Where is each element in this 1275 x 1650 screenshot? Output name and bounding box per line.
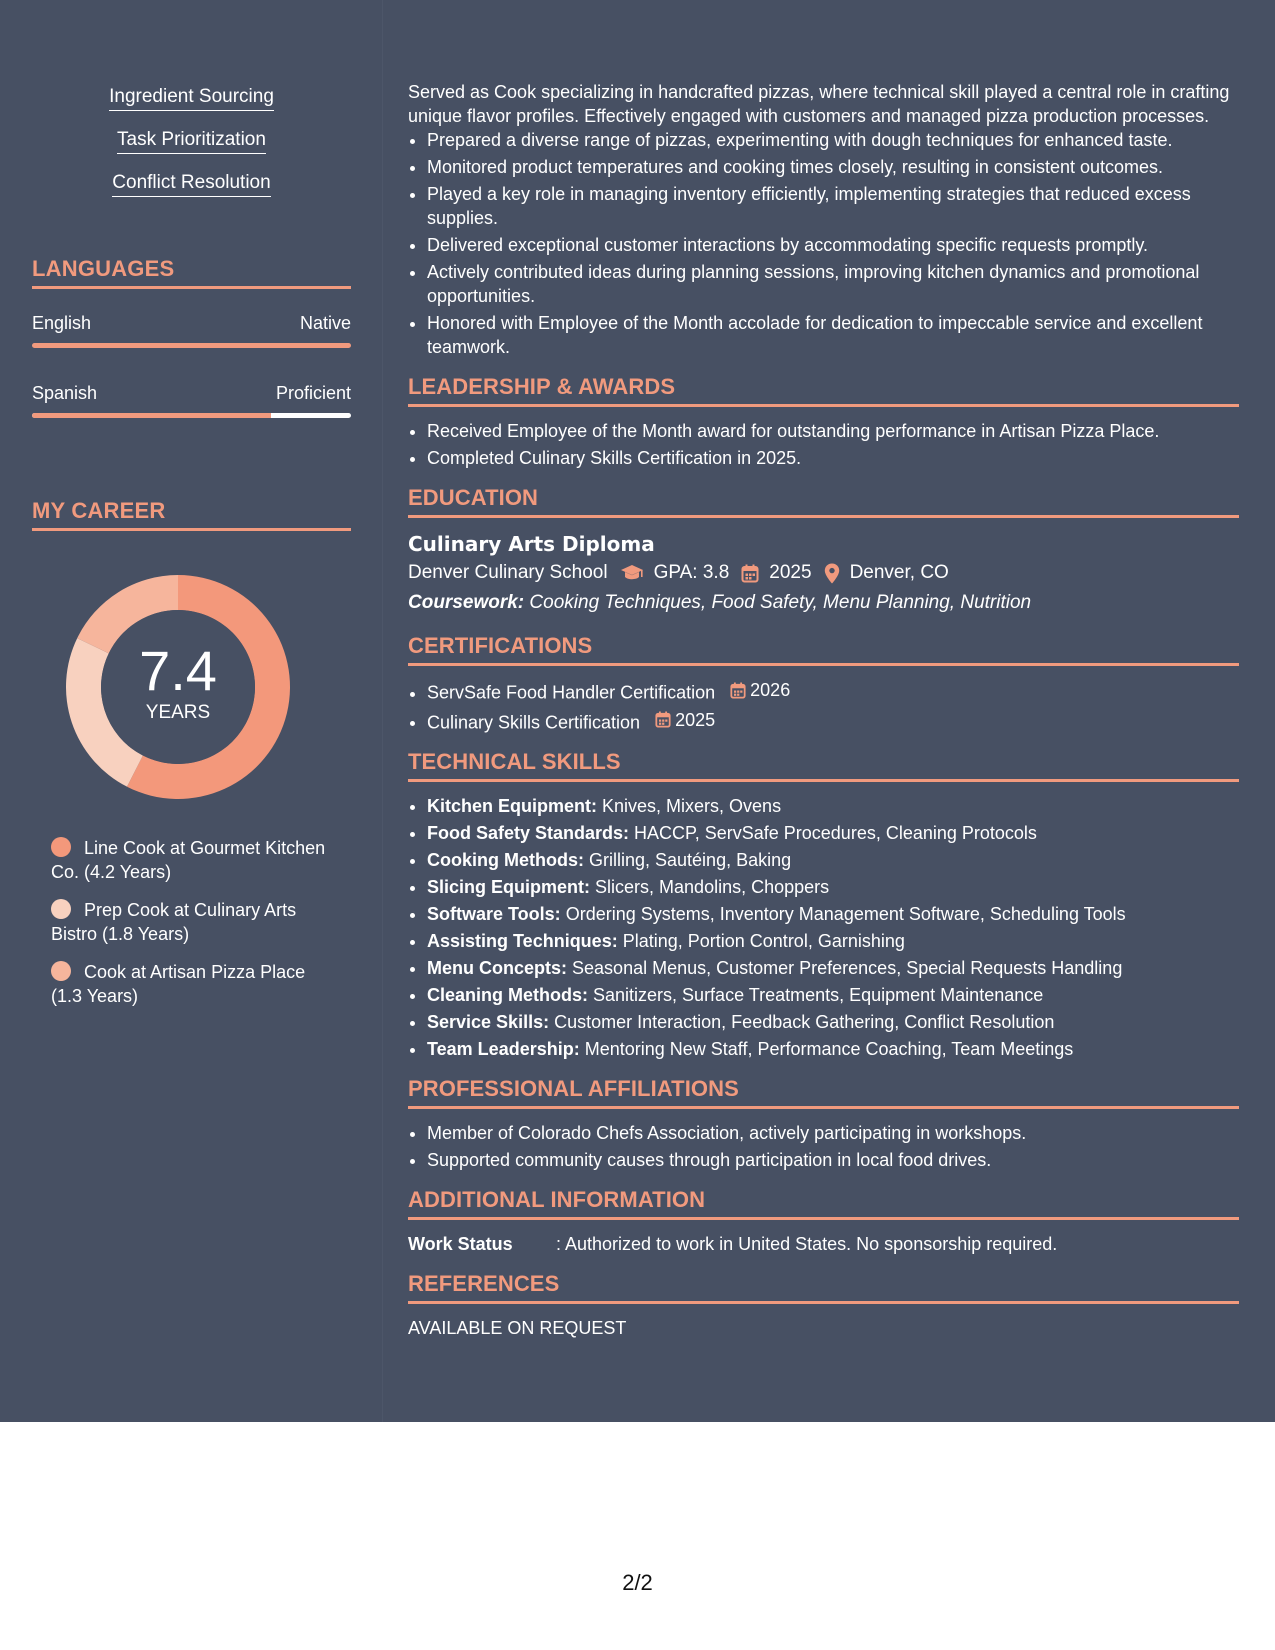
skill-values: Ordering Systems, Inventory Management Software, Scheduling Tools (565, 904, 1126, 924)
main-column (408, 80, 1239, 1340)
experience-summary: Served as Cook specializing in handcrafted pizzas, where technical skill played a central role in crafting unique flavor profiles. Effectively engaged with customers and managed pizza production processes. (408, 82, 1230, 126)
certification-year: 2025 (675, 709, 716, 730)
technical-skill-item (427, 848, 1239, 872)
skill-values: Slicers, Mandolins, Choppers (595, 877, 830, 897)
language-row (32, 313, 351, 334)
skill-category: Slicing Equipment: (427, 877, 591, 897)
skill-category: Software Tools: (427, 904, 561, 924)
skill-item: Task Prioritization (117, 129, 266, 154)
skill-category: Food Safety Standards: (427, 823, 630, 843)
legend-dot-icon (51, 961, 71, 981)
calendar-icon (730, 682, 746, 699)
language-bar-fill (32, 343, 351, 348)
leadership-item: • Received Employee of the Month award for outstanding performance in Artisan Pizza Place. (427, 419, 1239, 443)
skill-values: HACCP, ServSafe Procedures, Cleaning Protocols (634, 823, 1037, 843)
career-total-unit: YEARS (145, 702, 211, 723)
career-donut-chart (66, 575, 290, 799)
career-legend-item (51, 898, 341, 946)
language-bar (32, 413, 351, 418)
education-gpa: GPA: 3.8 (653, 562, 730, 583)
language-level: Native (299, 313, 351, 333)
skill-item: Conflict Resolution (112, 172, 270, 197)
leadership-heading: LEADERSHIP & AWARDS (408, 374, 1239, 407)
skill-list (32, 86, 351, 215)
experience-bullet: • Monitored product temperatures and cooking times closely, resulting in consistent outcomes. (427, 155, 1239, 179)
technical-skill-item (427, 1037, 1239, 1061)
technical-skill-item (427, 875, 1239, 899)
career-legend-item (51, 836, 341, 884)
certification-item (427, 678, 1239, 705)
certification-date (655, 708, 715, 732)
skill-values: Plating, Portion Control, Garnishing (622, 931, 905, 951)
skill-category: Menu Concepts: (427, 958, 568, 978)
map-pin-icon (824, 563, 840, 584)
certifications-heading: CERTIFICATIONS (408, 633, 1239, 666)
skill-values: Seasonal Menus, Customer Preferences, Special Requests Handling (572, 958, 1123, 978)
education-location: Denver, CO (849, 562, 949, 583)
additional-info-heading: ADDITIONAL INFORMATION (408, 1187, 1239, 1220)
technical-skill-item (427, 794, 1239, 818)
legend-dot-icon (51, 899, 71, 919)
technical-skill-item (427, 1010, 1239, 1034)
education-year: 2025 (769, 562, 812, 583)
career-legend-label: Cook at Artisan Pizza Place (1.3 Years) (51, 962, 306, 1006)
certification-date (730, 678, 790, 702)
affiliation-item: • Supported community causes through participation in local food drives. (427, 1148, 1239, 1172)
languages-heading: LANGUAGES (32, 256, 351, 289)
career-legend (51, 836, 341, 1022)
calendar-icon (655, 711, 671, 728)
references-text: AVAILABLE ON REQUEST (408, 1318, 627, 1338)
education-degree: Culinary Arts Diploma (408, 532, 655, 556)
certification-item (427, 708, 1239, 735)
skill-item: Ingredient Sourcing (109, 86, 274, 111)
career-total-years: 7.4 (139, 639, 217, 702)
work-status-row (408, 1232, 1239, 1256)
experience-bullet: • Honored with Employee of the Month accolade for dedication to impeccable service and excellent teamwork. (427, 311, 1239, 359)
calendar-icon (741, 564, 759, 583)
certification-year: 2026 (750, 680, 791, 700)
graduation-cap-icon (620, 564, 644, 582)
certifications-list (408, 678, 1239, 734)
language-row (32, 383, 351, 404)
skill-category: Team Leadership: (427, 1039, 580, 1059)
coursework-list: Cooking Techniques, Food Safety, Menu Planning, Nutrition (529, 592, 1032, 613)
experience-bullet: • Prepared a diverse range of pizzas, experimenting with dough techniques for enhanced taste. (427, 128, 1239, 152)
references-heading: REFERENCES (408, 1271, 1239, 1304)
legend-dot-icon (51, 837, 71, 857)
experience-bullet: • Played a key role in managing inventory efficiently, implementing strategies that reduced excess supplies. (427, 182, 1239, 230)
language-level: Proficient (275, 383, 351, 403)
affiliations-heading: PROFESSIONAL AFFILIATIONS (408, 1076, 1239, 1109)
leadership-list (408, 419, 1239, 470)
skill-values: Customer Interaction, Feedback Gathering, Conflict Resolution (554, 1012, 1055, 1032)
page-number: 2/2 (622, 1570, 653, 1595)
technical-skill-item (427, 983, 1239, 1007)
work-status-label: Work Status (408, 1234, 513, 1254)
coursework-label: Coursework: (408, 592, 525, 613)
technical-skill-item (427, 902, 1239, 926)
technical-skill-item (427, 821, 1239, 845)
column-divider (382, 0, 383, 1422)
experience-bullets (408, 128, 1239, 359)
career-heading: MY CAREER (32, 498, 351, 531)
leadership-item: • Completed Culinary Skills Certification in 2025. (427, 446, 1239, 470)
language-name: English (32, 313, 92, 333)
donut-center (66, 575, 290, 799)
skill-values: Knives, Mixers, Ovens (602, 796, 782, 816)
experience-bullet: • Delivered exceptional customer interactions by accommodating specific requests promptly. (427, 233, 1239, 257)
technical-skill-item (427, 929, 1239, 953)
certification-name: ServSafe Food Handler Certification (427, 682, 716, 703)
affiliations-list (408, 1121, 1239, 1172)
education-details (408, 558, 1239, 588)
affiliation-item: • Member of Colorado Chefs Association, actively participating in workshops. (427, 1121, 1239, 1145)
language-bar (32, 343, 351, 348)
experience-bullet: • Actively contributed ideas during planning sessions, improving kitchen dynamics and promotional opportunities. (427, 260, 1239, 308)
language-name: Spanish (32, 383, 98, 403)
work-status-value: : Authorized to work in United States. No sponsorship required. (556, 1234, 1058, 1254)
technical-skill-item (427, 956, 1239, 980)
skill-values: Grilling, Sautéing, Baking (589, 850, 792, 870)
technical-skills-heading: TECHNICAL SKILLS (408, 749, 1239, 782)
education-heading: EDUCATION (408, 485, 1239, 518)
education-school: Denver Culinary School (408, 562, 608, 583)
skill-values: Sanitizers, Surface Treatments, Equipment Maintenance (593, 985, 1044, 1005)
education-coursework (408, 588, 1239, 618)
career-legend-label: Line Cook at Gourmet Kitchen Co. (4.2 Years) (51, 838, 326, 882)
technical-skills-list (408, 794, 1239, 1061)
skill-category: Assisting Techniques: (427, 931, 618, 951)
language-bar-fill (32, 413, 271, 418)
skill-category: Cooking Methods: (427, 850, 584, 870)
certification-name: Culinary Skills Certification (427, 712, 641, 732)
skill-category: Service Skills: (427, 1012, 550, 1032)
skill-values: Mentoring New Staff, Performance Coaching, Team Meetings (584, 1039, 1074, 1059)
career-legend-item (51, 960, 341, 1008)
skill-category: Cleaning Methods: (427, 985, 588, 1005)
skill-category: Kitchen Equipment: (427, 796, 597, 816)
career-legend-label: Prep Cook at Culinary Arts Bistro (1.8 Years) (51, 900, 297, 944)
